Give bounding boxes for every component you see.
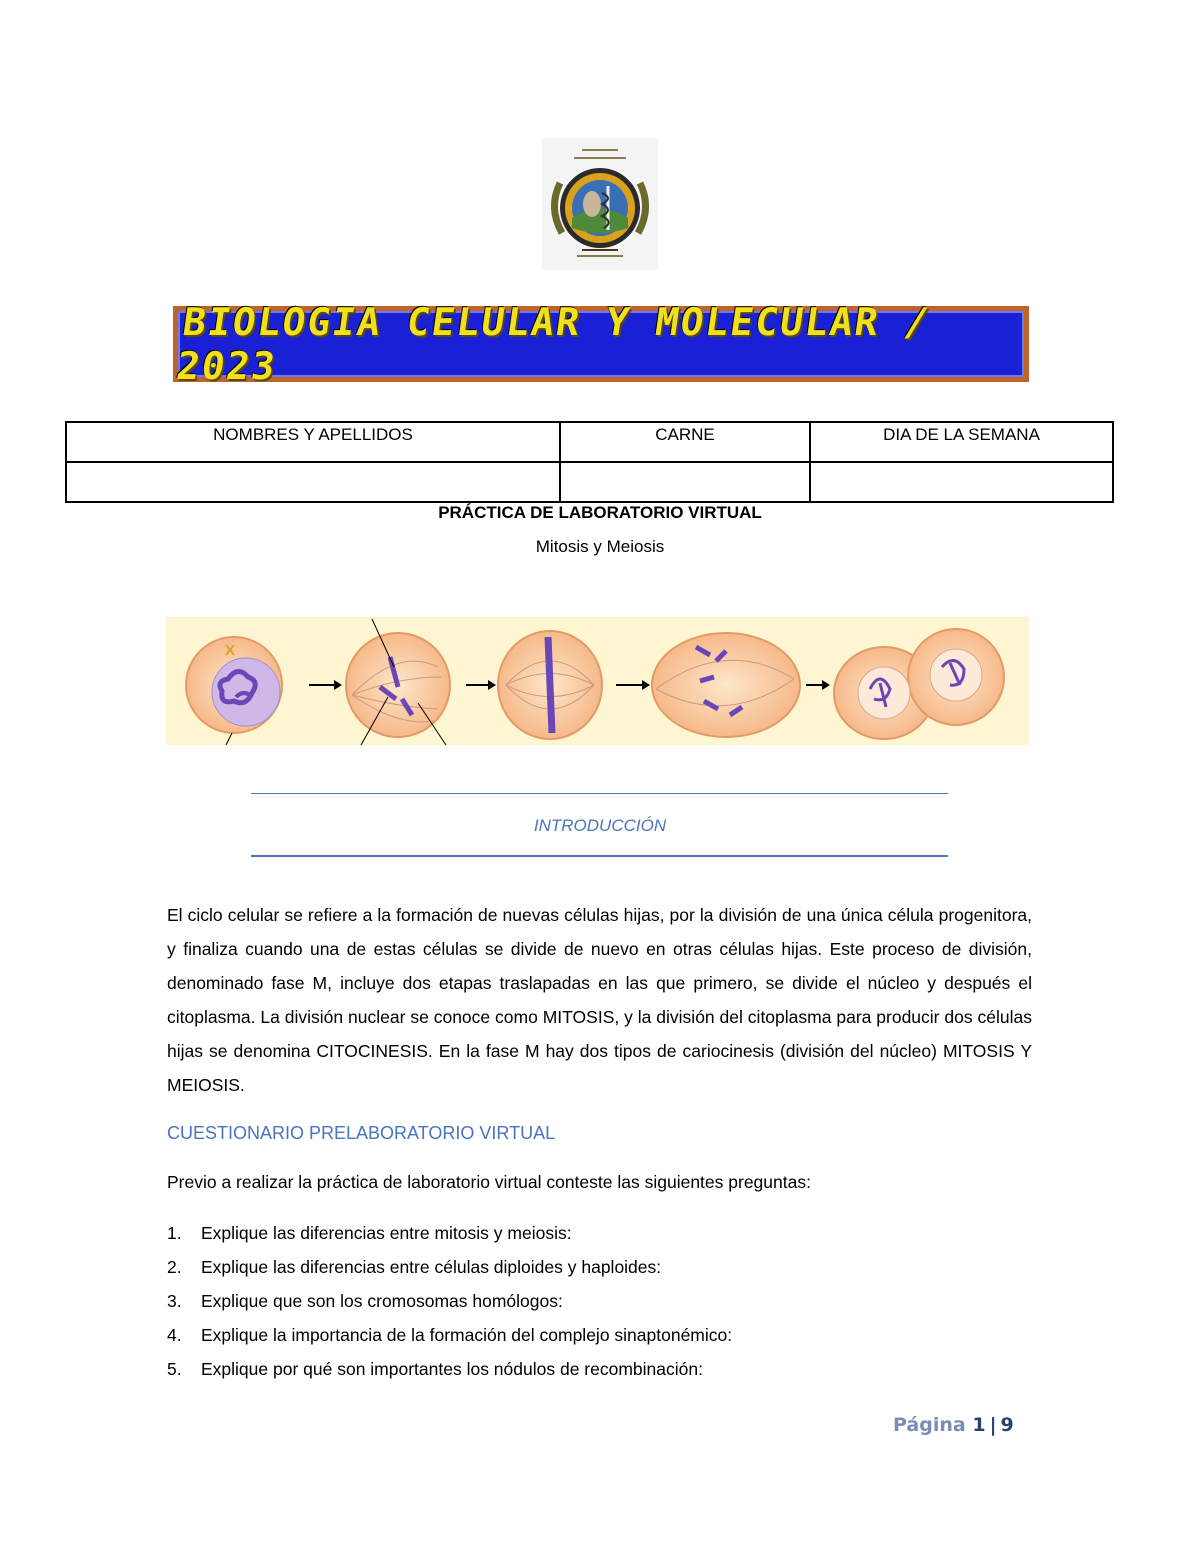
questionnaire-heading: CUESTIONARIO PRELABORATORIO VIRTUAL [167,1123,556,1143]
total-pages: 9 [1000,1414,1014,1436]
metaphase-cell-drawing [498,631,602,739]
intro-bottom-rule [251,855,948,857]
list-item [167,1216,1032,1250]
intro-paragraph: El ciclo celular se refiere a la formación de nuevas células hijas, por la división de una única célula progenitora, y finaliza cuando una de estas células se divide de nuevo en otras células hijas. Este proceso de división, denominado fase M, incluye dos etapas traslapadas en las que primero, se divide el núcleo y después el citoplasma. La división nuclear se conoce como MITOSIS, y la división del citoplasma para producir dos células hijas se denomina CITOCINESIS. En la fase M hay dos tipos de cariocinesis (división del núcleo) MITOSIS Y MEIOSIS. [167,905,1032,1095]
page-separator: | [989,1414,997,1436]
questionnaire-instruction: Previo a realizar la práctica de laboratorio virtual conteste las siguientes preguntas: [167,1172,811,1192]
course-title: BIOLOGIA CELULAR Y MOLECULAR / 2023 [173,300,933,388]
interphase-cell-drawing [186,637,282,745]
practice-subtitle: Mitosis y Meiosis [535,537,665,556]
practice-title: PRÁCTICA DE LABORATORIO VIRTUAL [438,503,762,522]
anaphase-cell-drawing [652,633,800,737]
carne-field[interactable] [560,462,810,502]
prophase-cell-drawing [346,619,450,745]
header-nombres: NOMBRES Y APELLIDOS [66,422,560,462]
list-item [167,1318,1032,1352]
course-title-banner [173,300,1029,388]
question-number: 4. [167,1325,182,1345]
intro-top-rule [251,793,948,794]
nombres-field[interactable] [66,462,560,502]
question-list [167,1216,1032,1386]
university-seal-logo [542,138,658,270]
page-label: Página [893,1414,966,1436]
student-info-table [65,421,1114,503]
header-carne: CARNE [560,422,810,462]
current-page: 1 [972,1414,986,1436]
question-text: Explique las diferencias entre mitosis y meiosis: [201,1223,572,1243]
question-text: Explique la importancia de la formación del complejo sinaptonémico: [201,1325,733,1345]
question-text: Explique por qué son importantes los nódulos de recombinación: [201,1359,703,1379]
page-number [893,1414,1014,1436]
dia-semana-field[interactable] [810,462,1113,502]
question-text: Explique las diferencias entre células diploides y haploides: [201,1257,662,1277]
telophase-cell-drawing [834,629,1004,739]
header-dia-semana: DIA DE LA SEMANA [810,422,1113,462]
mitosis-stages-illustration [166,617,1029,745]
table-row [66,462,1113,502]
table-header-row [66,422,1113,462]
question-number: 1. [167,1223,182,1243]
question-number: 3. [167,1291,182,1311]
intro-heading: INTRODUCCIÓN [533,816,667,835]
question-number: 2. [167,1257,182,1277]
question-number: 5. [167,1359,182,1379]
list-item [167,1352,1032,1386]
question-text: Explique que son los cromosomas homólogos: [201,1291,563,1311]
list-item [167,1284,1032,1318]
list-item [167,1250,1032,1284]
